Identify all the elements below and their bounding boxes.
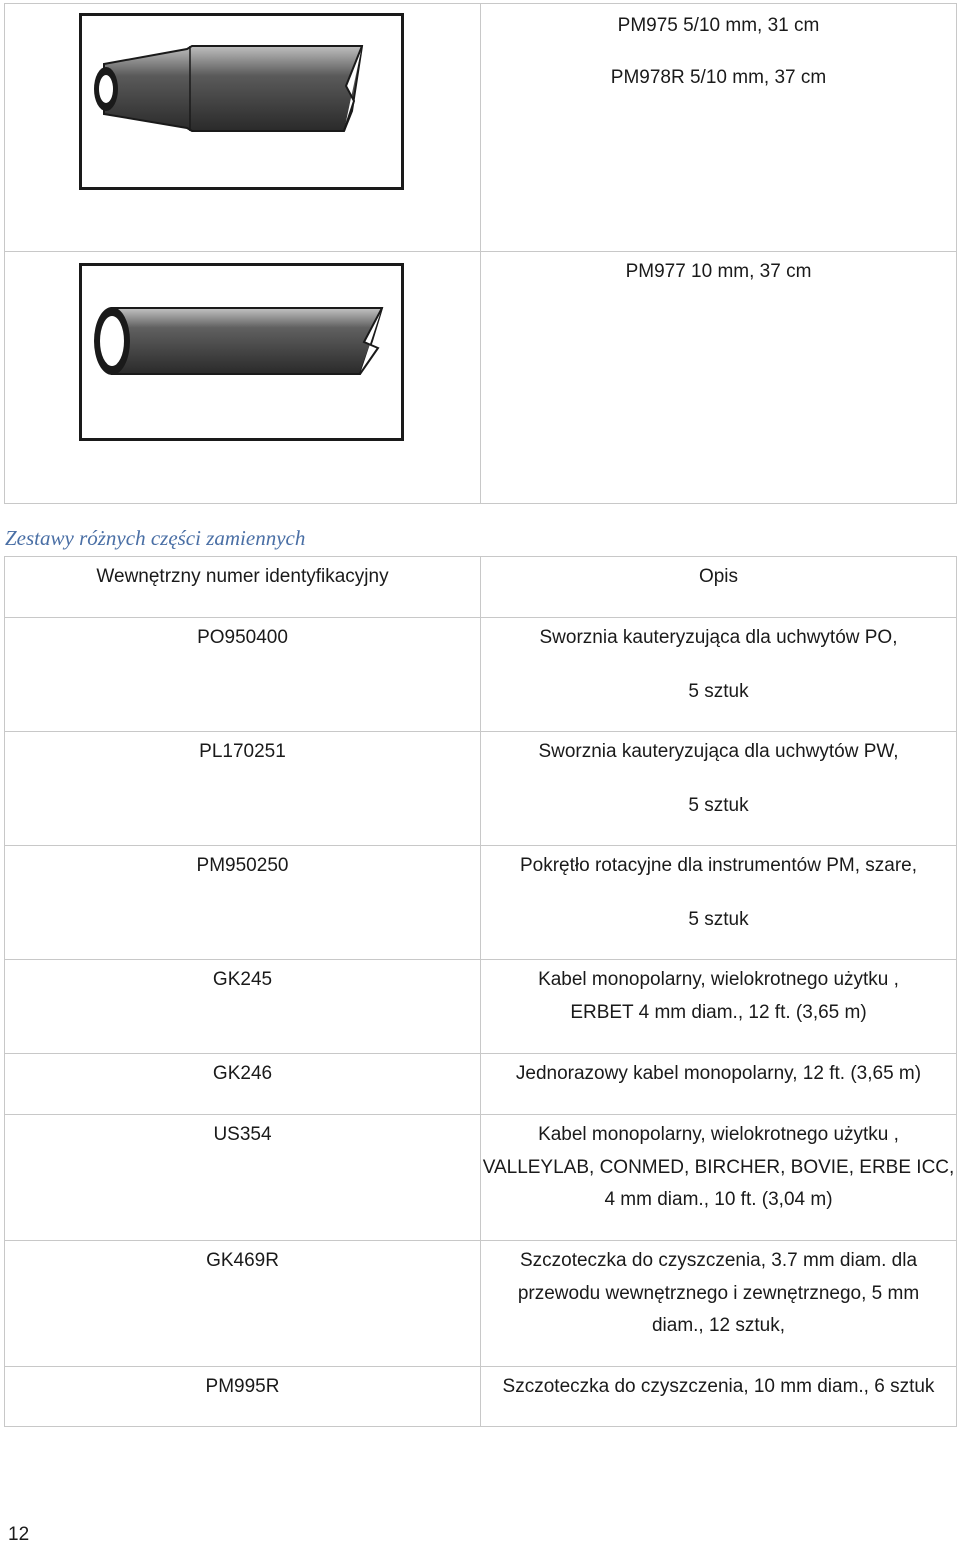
- text-cell-1: [480, 3, 957, 252]
- column-header-id: Wewnętrzny numer identyfikacyjny: [96, 566, 389, 587]
- table-row: [4, 1240, 481, 1367]
- page-number: 12: [8, 1524, 30, 1545]
- row-desc-line: VALLEYLAB, CONMED, BIRCHER, BOVIE, ERBE ICC,: [482, 1157, 955, 1178]
- row-desc-line: Kabel monopolarny, wielokrotnego użytku ,: [538, 969, 899, 990]
- table-row: [480, 959, 957, 1054]
- table-row: [480, 845, 957, 960]
- row-desc-line: Szczoteczka do czyszczenia, 10 mm diam., 6 sztuk: [502, 1376, 935, 1397]
- table-row: [480, 1240, 957, 1367]
- product-line: PM975 5/10 mm, 31 cm: [617, 15, 820, 36]
- product-image-straight: [79, 263, 404, 441]
- product-line: PM978R 5/10 mm, 37 cm: [610, 67, 827, 88]
- table-row: [480, 731, 957, 846]
- product-image-tapered: [79, 13, 404, 190]
- row-desc-line: 5 sztuk: [688, 681, 749, 702]
- row-desc-line: Sworznia kauteryzująca dla uchwytów PW,: [538, 741, 899, 762]
- row-id: US354: [213, 1124, 272, 1145]
- row-desc-line: ERBET 4 mm diam., 12 ft. (3,65 m): [570, 1002, 867, 1023]
- table-row: [480, 1053, 957, 1115]
- row-id: PL170251: [199, 741, 286, 762]
- row-id: GK246: [212, 1063, 273, 1084]
- table-row: [4, 959, 481, 1054]
- table-row: [480, 617, 957, 732]
- tapered-tube-illustration: [82, 16, 401, 187]
- straight-tube-illustration: [82, 266, 401, 438]
- table-row: [4, 1114, 481, 1241]
- row-id: PM950250: [196, 855, 289, 876]
- table-row: [4, 617, 481, 732]
- row-desc-line: 4 mm diam., 10 ft. (3,04 m): [604, 1189, 833, 1210]
- section-heading: Zestawy różnych części zamiennych: [5, 526, 306, 550]
- row-desc-line: Sworznia kauteryzująca dla uchwytów PO,: [539, 627, 898, 648]
- row-id: GK469R: [206, 1250, 279, 1271]
- row-id: GK245: [212, 969, 273, 990]
- column-header-desc: Opis: [698, 566, 739, 587]
- table-row: [4, 731, 481, 846]
- table-row: [4, 1053, 481, 1115]
- row-desc-line: 5 sztuk: [688, 795, 749, 816]
- table-row: [480, 1366, 957, 1427]
- header-id-cell: [4, 556, 481, 618]
- table-row: [480, 1114, 957, 1241]
- row-desc-line: 5 sztuk: [688, 909, 749, 930]
- table-row: [4, 845, 481, 960]
- row-desc-line: Pokrętło rotacyjne dla instrumentów PM, szare,: [519, 855, 918, 876]
- row-desc-line: diam., 12 sztuk,: [651, 1315, 786, 1336]
- row-desc-line: Jednorazowy kabel monopolarny, 12 ft. (3,65 m): [515, 1063, 922, 1084]
- row-id: PO950400: [197, 627, 288, 648]
- table-row: [4, 1366, 481, 1427]
- header-desc-cell: [480, 556, 957, 618]
- row-id: PM995R: [205, 1376, 280, 1397]
- row-desc-line: Szczoteczka do czyszczenia, 3.7 mm diam. dla: [519, 1250, 918, 1271]
- row-desc-line: Kabel monopolarny, wielokrotnego użytku ,: [538, 1124, 899, 1145]
- text-cell-2: [480, 251, 957, 504]
- product-line: PM977 10 mm, 37 cm: [625, 261, 812, 282]
- row-desc-line: przewodu wewnętrznego i zewnętrznego, 5 mm: [517, 1283, 920, 1304]
